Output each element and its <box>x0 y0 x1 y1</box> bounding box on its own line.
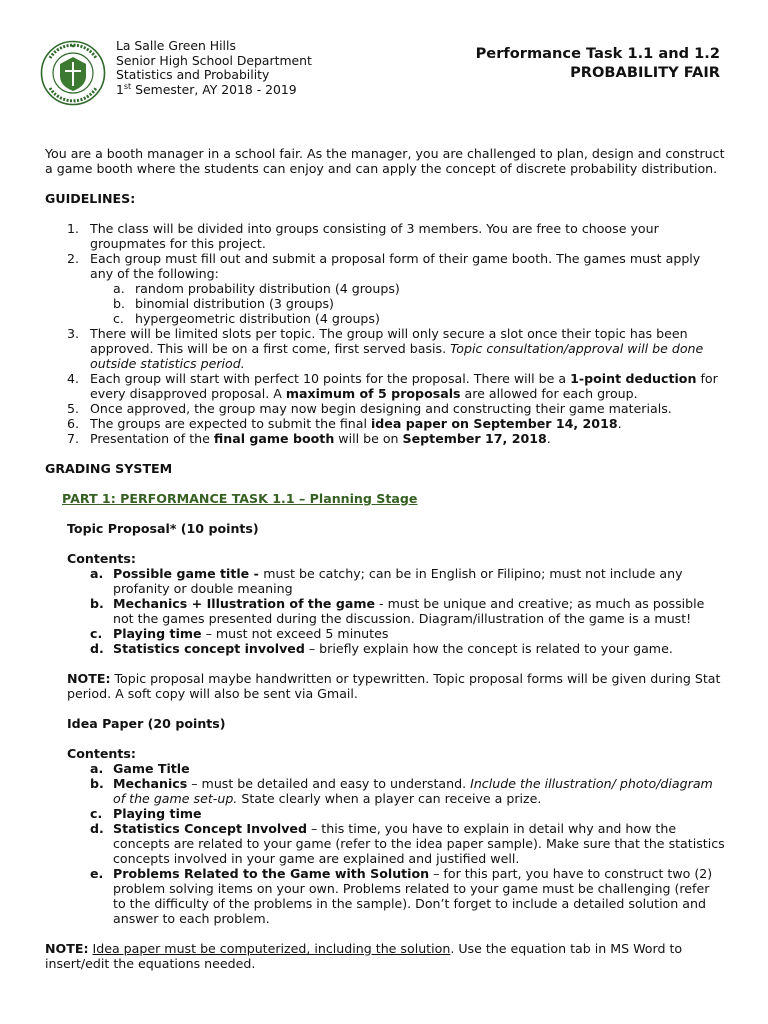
list-item: b. binomial distribution (3 groups) <box>113 296 334 311</box>
list-item: 7. Presentation of the final game booth will be on September 17, 2018. <box>67 431 551 446</box>
title-line-1: Performance Task 1.1 and 1.2 <box>475 45 720 62</box>
intro-paragraph: You are a booth manager in a school fair. As the manager, you are challenged to plan, design and construct a game booth where the students can enjoy and can apply the concept of discrete probability distribution. <box>45 146 725 176</box>
document-title <box>476 44 720 82</box>
idea-paper-heading: Idea Paper (20 points) <box>67 716 226 731</box>
list-item: a. Possible game title - must be catchy; can be in English or Filipino; must not include any profanity or double meaning <box>90 566 683 596</box>
guidelines-heading: GUIDELINES: <box>45 191 136 206</box>
list-item: c. Playing time – must not exceed 5 minutes <box>90 626 389 641</box>
department: Senior High School Department <box>116 52 312 68</box>
part1-heading: PART 1: PERFORMANCE TASK 1.1 – Planning Stage <box>62 491 418 506</box>
document-body <box>45 146 725 971</box>
list-item: c. hypergeometric distribution (4 groups) <box>113 311 380 326</box>
semester: 1st Semester, AY 2018 - 2019 <box>116 81 297 97</box>
topic-contents-list <box>45 566 725 656</box>
grading-heading: GRADING SYSTEM <box>45 461 173 476</box>
list-item: c. Playing time <box>90 806 202 821</box>
idea-contents-list <box>45 761 725 926</box>
list-item: a. Game Title <box>90 761 190 776</box>
topic-contents-label: Contents: <box>67 551 136 566</box>
school-name: La Salle Green Hills <box>116 38 236 53</box>
idea-note: NOTE: Idea paper must be computerized, including the solution. Use the equation tab in MS Word to insert/edit the equations needed. <box>45 941 683 971</box>
header-info <box>116 39 312 97</box>
idea-contents-label: Contents: <box>67 746 136 761</box>
list-item: 6. The groups are expected to submit the final idea paper on September 14, 2018. <box>67 416 622 431</box>
school-seal <box>40 40 106 106</box>
title-line-2: PROBABILITY FAIR <box>570 64 720 81</box>
list-item: b. Mechanics – must be detailed and easy to understand. Include the illustration/ photo/diagram of the game set-up. State clearly when a player can receive a prize. <box>90 776 713 806</box>
list-item: 4. Each group will start with perfect 10 points for the proposal. There will be a 1-point deduction for every disapproved proposal. A maximum of 5 proposals are allowed for each group. <box>67 371 718 401</box>
list-item: a. random probability distribution (4 groups) <box>113 281 400 296</box>
list-item: 1. The class will be divided into groups consisting of 3 members. You are free to choose your groupmates for this project. <box>67 221 659 251</box>
list-item: e. Problems Related to the Game with Solution – for this part, you have to construct two (2) problem solving items on your own. Problems related to your game must be challenging (refer to the difficulty of the problems in the sample). Don’t forget to include a detailed solution and answer to each problem. <box>90 866 713 926</box>
list-item: d. Statistics concept involved – briefly explain how the concept is related to your game. <box>90 641 673 656</box>
list-item: 3. There will be limited slots per topic. The group will only secure a slot once their topic has been approved. This will be on a first come, first served basis. Topic consultation/approval will be done outside statistics period. <box>67 326 704 371</box>
list-item: d. Statistics Concept Involved – this time, you have to explain in detail why and how the concepts are related to your game (refer to the idea paper sample). Make sure that the statistics concepts involved in your game are explained and justified well. <box>90 821 725 866</box>
guidelines-list <box>45 221 725 446</box>
list-item: 5. Once approved, the group may now begin designing and constructing their game materials. <box>67 401 672 416</box>
topic-proposal-heading: Topic Proposal* (10 points) <box>67 521 259 536</box>
topic-note: NOTE: Topic proposal maybe handwritten or typewritten. Topic proposal forms will be given during Stat period. A soft copy will also be sent via Gmail. <box>67 671 721 701</box>
subject: Statistics and Probability <box>116 67 270 82</box>
distribution-list <box>90 281 725 326</box>
list-item: b. Mechanics + Illustration of the game - must be unique and creative; as much as possible not the games presented during the discussion. Diagram/illustration of the game is a must! <box>90 596 705 626</box>
list-item: 2. Each group must fill out and submit a proposal form of their game booth. The games must apply any of the following: a. random probability distribution (4 groups) b. binomial distribution (3 groups) c. hypergeometric distribution (4 groups) <box>45 251 725 326</box>
